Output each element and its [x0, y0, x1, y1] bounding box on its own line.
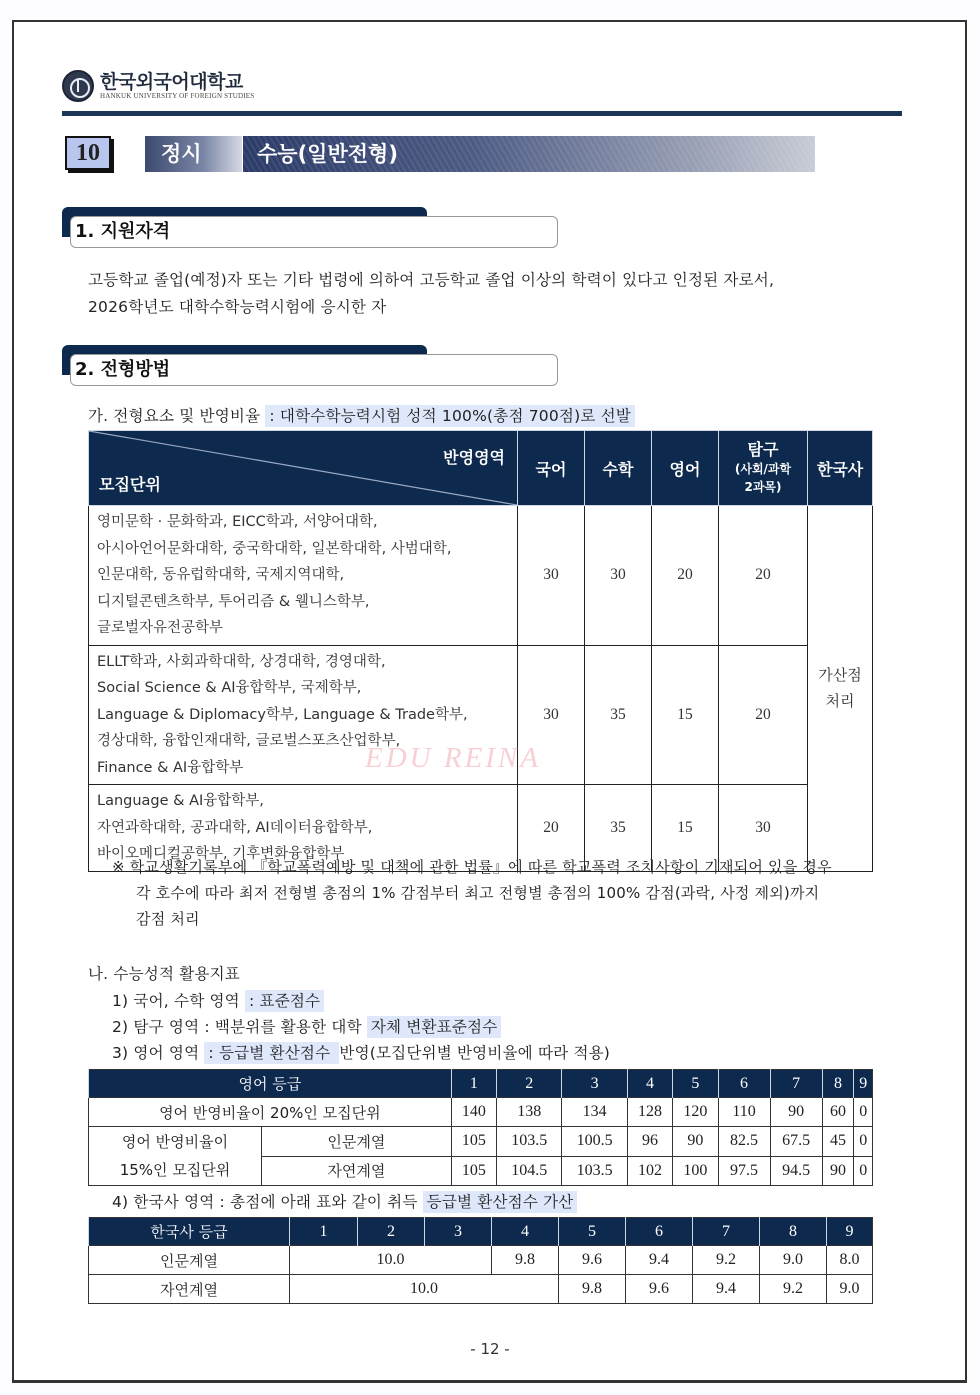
table-row [89, 1275, 873, 1304]
indicator-item-3 [112, 1041, 610, 1063]
english-ratio: 15 [652, 645, 719, 785]
eligibility-line-1: 고등학교 졸업(예정)자 또는 기타 법령에 의하여 고등학교 졸업 이상의 학력이 있다고 인정된 자로서, [88, 271, 775, 289]
math-ratio: 35 [585, 645, 652, 785]
grade-5: 5 [559, 1218, 626, 1246]
score-cell: 128 [627, 1098, 672, 1127]
chapter-category: 정시 [145, 136, 242, 172]
english-ratio: 15 [652, 785, 719, 872]
grade-1: 1 [290, 1218, 358, 1246]
header-tamgu [719, 431, 808, 506]
score-cell: 105 [451, 1156, 496, 1186]
item-4-value: 등급별 환산점수 가산 [423, 1191, 578, 1213]
unit-line: 디지털콘텐츠학부, 투어리즘 & 웰니스학부, [97, 593, 370, 610]
indicator-item-1 [112, 989, 324, 1011]
score-cell: 100.5 [562, 1127, 627, 1157]
score-cell: 102 [627, 1156, 672, 1186]
grade-6: 6 [626, 1218, 693, 1246]
indicator-item-2 [112, 1015, 501, 1037]
item-2-value: 자체 변환표준점수 [367, 1016, 502, 1038]
score-cell: 8.0 [827, 1246, 873, 1275]
grade-1: 1 [451, 1070, 496, 1098]
natural-label: 자연계열 [89, 1275, 290, 1304]
score-cell: 134 [562, 1098, 627, 1127]
header-unit-label: 모집단위 [99, 475, 161, 494]
unit-line: 인문대학, 동유럽학대학, 국제지역대학, [97, 567, 345, 583]
grade-9: 9 [854, 1070, 873, 1098]
table-row [89, 1127, 873, 1157]
unit-line: 아시아언어문화대학, 중국학대학, 일본학대학, 사범대학, [97, 540, 452, 557]
grade-2: 2 [496, 1070, 561, 1098]
header-english: 영어 [652, 431, 719, 506]
header-area-label: 반영영역 [443, 448, 505, 467]
grade-3: 3 [562, 1070, 627, 1098]
tamgu-ratio: 20 [719, 506, 808, 646]
score-cell: 9.4 [693, 1275, 760, 1304]
score-cell: 140 [451, 1098, 496, 1127]
score-cell: 60 [822, 1098, 854, 1127]
korean-ratio: 30 [518, 645, 585, 785]
score-cell: 0 [854, 1156, 873, 1186]
grade-7: 7 [693, 1218, 760, 1246]
unit-line: Language & AI융합학부, [97, 793, 264, 809]
header-math: 수학 [585, 431, 652, 506]
score-cell: 9.8 [492, 1246, 559, 1275]
history-grade-label: 한국사 등급 [89, 1218, 290, 1246]
unit-line: 경상대학, 융합인재대학, 글로벌스포츠산업학부, [97, 733, 401, 749]
korean-ratio: 30 [518, 506, 585, 646]
score-cell: 0 [854, 1127, 873, 1157]
watermark: EDU REINA [365, 742, 541, 774]
humanities-label: 인문계열 [262, 1127, 452, 1157]
item-3-value: : 등급별 환산점수 [204, 1042, 339, 1064]
score-cell: 0 [854, 1098, 873, 1127]
row-20-label: 영어 반영비율이 20%인 모집단위 [89, 1098, 452, 1127]
ratio-table [88, 430, 873, 872]
grade-4: 4 [492, 1218, 559, 1246]
unit-line: 자연과학대학, 공과대학, AI데이터융합학부, [97, 819, 373, 836]
score-cell: 96 [627, 1127, 672, 1157]
grade-8: 8 [822, 1070, 854, 1098]
university-emblem-icon [62, 70, 94, 102]
table-row [89, 1246, 873, 1275]
score-cell: 67.5 [770, 1127, 822, 1157]
score-cell: 9.8 [559, 1275, 626, 1304]
ratio-table-header [89, 431, 873, 506]
natural-label: 자연계열 [262, 1156, 452, 1186]
score-cell: 120 [673, 1098, 718, 1127]
english-grade-header [89, 1070, 873, 1098]
diagonal-header-cell [89, 431, 518, 506]
score-cell: 104.5 [496, 1156, 561, 1186]
item-2-label: 2) 탐구 영역 : 백분위를 활용한 대학 [112, 1018, 367, 1036]
grade-7: 7 [770, 1070, 822, 1098]
score-cell: 45 [822, 1127, 854, 1157]
note-line-1: ※ 학교생활기록부에 『학교폭력예방 및 대책에 관한 법률』에 따른 학교폭력 조치사항이 기재되어 있을 경우 [112, 858, 832, 876]
note-line-2: 각 호수에 따라 최저 전형별 총점의 1% 감점부터 최고 전형별 총점의 100% 감점(과락, 사정 제외)까지 [136, 884, 820, 902]
score-cell: 90 [822, 1156, 854, 1186]
score-cell: 97.5 [718, 1156, 770, 1186]
history-value-line-2: 처리 [825, 692, 855, 711]
note-line-3: 감점 처리 [136, 910, 200, 928]
score-cell: 103.5 [562, 1156, 627, 1186]
english-ratio: 20 [652, 506, 719, 646]
eligibility-line-2: 2026학년도 대학수학능력시험에 응시한 자 [88, 298, 387, 316]
score-cell: 9.4 [626, 1246, 693, 1275]
english-grade-label: 영어 등급 [89, 1070, 452, 1098]
score-cell: 103.5 [496, 1127, 561, 1157]
unit-list [89, 506, 518, 646]
humanities-label: 인문계열 [89, 1246, 290, 1275]
score-cell: 138 [496, 1098, 561, 1127]
tamgu-sub-1: (사회/과학 [734, 462, 792, 476]
item-3-label: 3) 영어 영역 [112, 1044, 205, 1062]
unit-line: ELLT학과, 사회과학대학, 상경대학, 경영대학, [97, 653, 386, 670]
indicator-heading: 나. 수능성적 활용지표 [88, 965, 240, 983]
indicator-item-4 [112, 1190, 577, 1212]
grade-8: 8 [760, 1218, 827, 1246]
selection-ratio-label: 가. 전형요소 및 반영비율 [88, 407, 266, 425]
item-1-label: 1) 국어, 수학 영역 [112, 992, 245, 1010]
tamgu-ratio: 30 [719, 785, 808, 872]
tamgu-label: 탐구 [747, 440, 779, 459]
score-cell: 9.2 [760, 1275, 827, 1304]
score-cell: 100 [673, 1156, 718, 1186]
table-row [89, 506, 873, 646]
score-cell: 9.2 [693, 1246, 760, 1275]
score-cell: 110 [718, 1098, 770, 1127]
korean-ratio: 20 [518, 785, 585, 872]
header-history: 한국사 [808, 431, 873, 506]
section1-heading: 1. 지원자격 [70, 216, 558, 248]
tamgu-sub-2: 2과목) [744, 480, 782, 494]
chapter-title: 수능(일반전형) [243, 136, 815, 172]
page-number: - 12 - [470, 1340, 510, 1358]
score-cell: 90 [673, 1127, 718, 1157]
history-ratio [808, 506, 873, 872]
score-cell: 9.6 [626, 1275, 693, 1304]
unit-line: 영미문학 · 문화학과, EICC학과, 서양어대학, [97, 514, 378, 530]
score-cell: 9.0 [827, 1275, 873, 1304]
math-ratio: 30 [585, 506, 652, 646]
english-grade-table [88, 1069, 873, 1186]
item-1-value: : 표준점수 [245, 990, 324, 1012]
unit-line: Social Science & AI융합학부, 국제학부, [97, 680, 362, 696]
grade-5: 5 [673, 1070, 718, 1098]
unit-line: 바이오메디컬공학부, 기후변화융합학부 [97, 846, 345, 862]
header-rule [62, 111, 902, 116]
logo-korean-name: 한국외국어대학교 [100, 71, 243, 93]
university-logo [62, 70, 254, 102]
score-cell: 90 [770, 1098, 822, 1127]
merged-score-cell: 10.0 [290, 1275, 559, 1304]
history-grade-table [88, 1217, 873, 1304]
tamgu-ratio: 20 [719, 645, 808, 785]
section2-heading: 2. 전형방법 [70, 354, 558, 386]
score-cell: 9.0 [760, 1246, 827, 1275]
score-cell: 82.5 [718, 1127, 770, 1157]
score-cell: 9.6 [559, 1246, 626, 1275]
selection-ratio-line [88, 404, 635, 426]
unit-line: 글로벌자유전공학부 [97, 620, 224, 636]
logo-english-name: HANKUK UNIVERSITY OF FOREIGN STUDIES [100, 92, 255, 100]
history-grade-header [89, 1218, 873, 1246]
unit-line: Language & Diplomacy학부, Language & Trade학부, [97, 706, 468, 723]
grade-4: 4 [627, 1070, 672, 1098]
chapter-number: 10 [65, 136, 111, 170]
history-value-line-1: 가산점 [818, 666, 862, 685]
item-4-label: 4) 한국사 영역 : 총점에 아래 표와 같이 취득 [112, 1193, 423, 1211]
header-korean: 국어 [518, 431, 585, 506]
row-15-label [89, 1127, 262, 1186]
item-3-note: 반영(모집단위별 반영비율에 따라 적용) [339, 1044, 611, 1062]
score-cell: 94.5 [770, 1156, 822, 1186]
unit-line: Finance & AI융합학부 [97, 759, 244, 776]
grade-3: 3 [425, 1218, 492, 1246]
row-15-label-line-1: 영어 반영비율이 [121, 1133, 229, 1151]
score-cell: 105 [451, 1127, 496, 1157]
grade-6: 6 [718, 1070, 770, 1098]
merged-score-cell: 10.0 [290, 1246, 492, 1275]
grade-9: 9 [827, 1218, 873, 1246]
math-ratio: 35 [585, 785, 652, 872]
table-row [89, 1098, 873, 1127]
selection-ratio-value: : 대학수학능력시험 성적 100%(총점 700점)로 선발 [265, 405, 635, 427]
row-15-label-line-2: 15%인 모집단위 [119, 1161, 231, 1179]
grade-2: 2 [358, 1218, 425, 1246]
